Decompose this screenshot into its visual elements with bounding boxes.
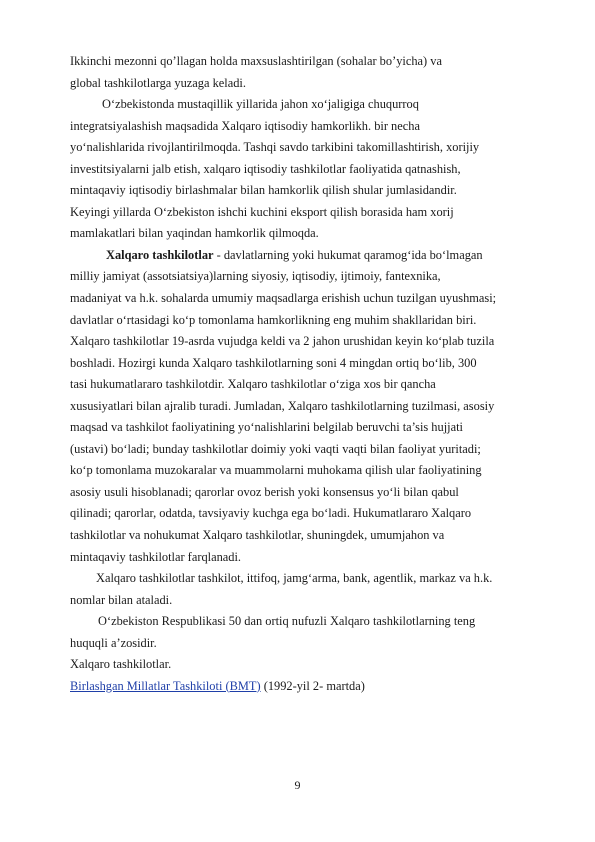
paragraph-line: tashkilotlar va nohukumat Xalqaro tashkilotlar, shuningdek, umumjahon va	[70, 528, 445, 543]
paragraph-line: boshladi. Hozirgi kunda Xalqaro tashkilotlarning soni 4 mingdan ortiq bo‘lib, 300	[70, 355, 477, 370]
definition-text: - davlatlarning yoki hukumat qaramog‘ida bo‘lmagan	[213, 247, 483, 262]
paragraph-line: asosiy usuli hisoblanadi; qarorlar ovoz berish yoki konsensus yo‘li bilan qabul	[70, 484, 459, 499]
paragraph-line: mamlakatlari bilan yaqindan hamkorlik qilmoqda.	[70, 226, 319, 241]
paragraph-line: nomlar bilan ataladi.	[70, 592, 173, 607]
list-item-date: (1992-yil 2- martda)	[260, 678, 365, 693]
paragraph-line: huquqli a’zosidir.	[70, 635, 157, 650]
definition-term: Xalqaro tashkilotlar	[106, 247, 214, 262]
paragraph-line: milliy jamiyat (assotsiatsiya)larning siyosiy, iqtisodiy, ijtimoiy, fantexnika,	[70, 269, 441, 284]
paragraph-line: Ikkinchi mezonni qo’llagan holda maxsuslashtirilgan (sohalar bo’yicha) va	[70, 54, 442, 68]
section-heading: Xalqaro tashkilotlar.	[70, 657, 172, 672]
paragraph-line: O‘zbekiston Respublikasi 50 dan ortiq nufuzli Xalqaro tashkilotlarning teng	[98, 614, 476, 629]
paragraph-line: Xalqaro tashkilotlar tashkilot, ittifoq, jamg‘arma, bank, agentlik, markaz va h.k.	[96, 571, 493, 586]
paragraph-line: integratsiyalashish maqsadida Xalqaro iqtisodiy hamkorlikh. bir necha	[70, 118, 420, 133]
paragraph-line: madaniyat va h.k. sohalarda umumiy maqsadlarga erishish uchun tuzilgan uyushmasi;	[70, 291, 497, 306]
list-item	[70, 676, 560, 698]
bmt-link[interactable]: Birlashgan Millatlar Tashkiloti (BMT)	[70, 678, 261, 693]
paragraph-line: mintaqaviy tashkilotlar farqlanadi.	[70, 549, 242, 564]
paragraph-line: yo‘nalishlarida rivojlantirilmoqda. Tashqi savdo tarkibini takomillashtirish, xorijiy	[70, 140, 480, 155]
page-number: 9	[294, 778, 301, 792]
definition-line	[70, 245, 560, 267]
paragraph-line: Keyingi yillarda O‘zbekiston ishchi kuchini eksport qilish borasida ham xorij	[70, 204, 454, 219]
paragraph-line: investitsiyalarni jalb etish, xalqaro iqtisodiy tashkilotlar faoliyatida qatnashish,	[70, 161, 461, 176]
paragraph-line: xususiyatlari bilan ajralib turadi. Jumladan, Xalqaro tashkilotlarning tuzilmasi, asosiy	[70, 398, 495, 413]
paragraph-line: mintaqaviy iqtisodiy birlashmalar bilan hamkorlik qilish shular jumlasidandir.	[70, 183, 457, 198]
paragraph-line: tasi hukumatlararo tashkilotdir. Xalqaro tashkilotlar o‘ziga xos bir qancha	[70, 377, 436, 392]
paragraph-line: maqsad va tashkilot faoliyatining yo‘nalishlarini belgilab beruvchi ta’sis hujjati	[70, 420, 463, 435]
paragraph-line: global tashkilotlarga yuzaga keladi.	[70, 75, 246, 90]
paragraph-line: Xalqaro tashkilotlar 19-asrda vujudga keldi va 2 jahon urushidan keyin ko‘plab tuzila	[70, 334, 495, 349]
paragraph-line: (ustavi) bo‘ladi; bunday tashkilotlar doimiy yoki vaqti vaqti bilan faoliyat yuritadi;	[70, 441, 481, 456]
paragraph-line: O‘zbekistonda mustaqillik yillarida jahon xo‘jaligiga chuqurroq	[102, 97, 419, 112]
paragraph-line: qilinadi; qarorlar, odatda, tavsiyaviy kuchga ega bo‘ladi. Hukumatlararo Xalqaro	[70, 506, 472, 521]
paragraph-line: ko‘p tomonlama muzokaralar va muammolarni muhokama qilish ular faoliyatining	[70, 463, 482, 478]
paragraph-line: davlatlar o‘rtasidagi ko‘p tomonlama hamkorlikning eng muhim shakllaridan biri.	[70, 312, 477, 327]
document-page	[70, 51, 560, 697]
